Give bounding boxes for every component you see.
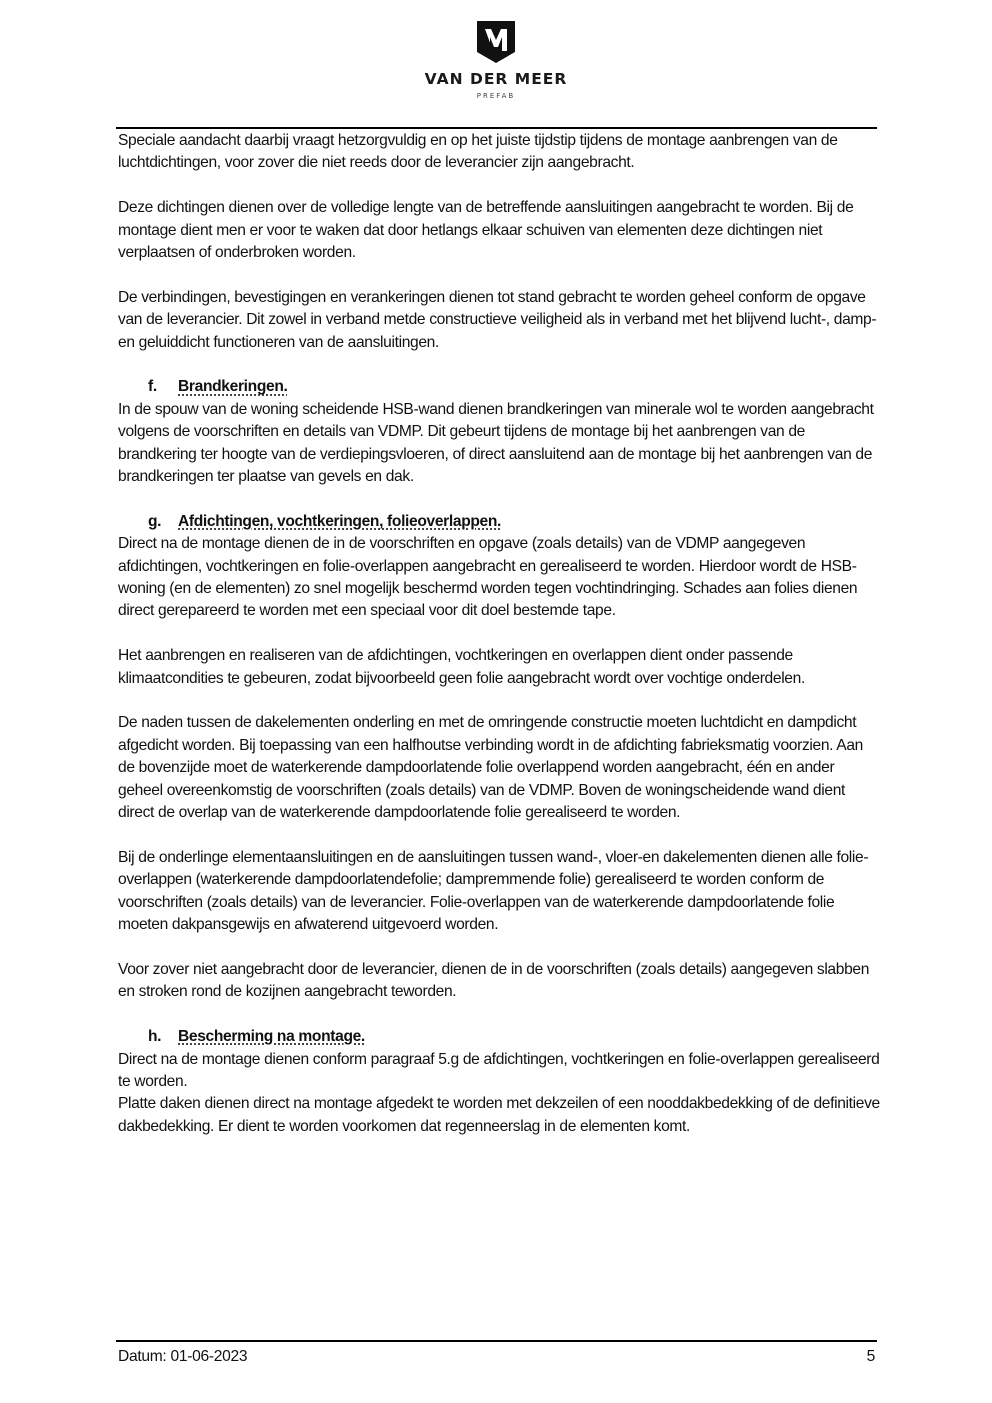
section-heading-g bbox=[118, 511, 880, 533]
shield-m-icon bbox=[476, 20, 516, 64]
section-letter: h. bbox=[148, 1028, 162, 1046]
paragraph: Direct na de montage dienen de in de voorschriften en opgave (zoals details) van de VDMP aangegeven afdichtingen, vochtkeringen en folie-overlappen aangebracht en gerealiseerd te worden. Hierdoor wordt de HSB-woning (en de elementen) zo snel mogelijk beschermd worden tegen vochtindringing. Schades aan folies dienen direct gerepareerd te worden met een speciaal voor dit doel bestemde tape. bbox=[118, 535, 858, 620]
section-title: Bescherming na montage. bbox=[178, 1028, 365, 1046]
paragraph: Platte daken dienen direct na montage afgedekt te worden met dekzeilen of een nooddakbedekking of de definitieve dakbedekking. Er dient te worden voorkomen dat regenneerslag in de elementen komt. bbox=[118, 1095, 880, 1135]
section-heading-h bbox=[118, 1026, 880, 1048]
section-letter: f. bbox=[148, 378, 157, 396]
header-rule bbox=[116, 127, 877, 129]
paragraph: De verbindingen, bevestigingen en verankeringen dienen tot stand gebracht te worden geheel conform de opgave van de leverancier. Dit zowel in verband metde constructieve veiligheid als in verband met het blijvend lucht-, damp- en geluiddicht functioneren van de aansluitingen. bbox=[118, 288, 877, 351]
paragraph: De naden tussen de dakelementen onderling en met de omringende constructie moeten luchtdicht en dampdicht afgedicht worden. Bij toepassing van een halfhoutse verbinding wordt in de afdichting fabrieksmatig voorzien. Aan de bovenzijde moet de waterkerende dampdoorlatende folie overlappend worden aangebracht, één en ander geheel overeenkomstig de voorschriften (zoals details) van de VDMP. Boven de woningscheidende wand dient direct de overlap van de waterkerende dampdoorlatende folie gerealiseerd te worden. bbox=[118, 714, 863, 822]
document-body bbox=[118, 130, 880, 1138]
logo-company-subtitle: PREFAB bbox=[476, 92, 516, 100]
paragraph: Bij de onderlinge elementaansluitingen en de aansluitingen tussen wand-, vloer-en dakelementen dienen alle folie-overlappen (waterkerende dampdoorlatendefolie; dampremmende folie) gerealiseerd te worden conform de voorschriften (zoals details) van de leverancier. Folie-overlappen van de waterkerende dampdoorlatende folie moeten dakpansgewijs en afwaterend uitgevoerd worden. bbox=[118, 848, 869, 934]
company-logo bbox=[0, 20, 992, 100]
paragraph: Direct na de montage dienen conform paragraaf 5.g de afdichtingen, vochtkeringen en folie-overlappen gerealiseerd te worden. bbox=[118, 1050, 880, 1090]
page-number: 5 bbox=[866, 1348, 875, 1365]
page-footer bbox=[118, 1346, 875, 1368]
section-title: Brandkeringen. bbox=[178, 378, 288, 396]
section-title: Afdichtingen, vochtkeringen, folieoverlappen. bbox=[178, 512, 502, 530]
footer-date: Datum: 01-06-2023 bbox=[118, 1348, 248, 1365]
paragraph: Deze dichtingen dienen over de volledige lengte van de betreffende aansluitingen aangebracht te worden. Bij de montage dient men er voor te waken dat door hetlangs elkaar schuiven van elementen deze dichtingen niet verplaatsen of onderbroken worden. bbox=[118, 199, 854, 262]
section-heading-f bbox=[118, 376, 880, 398]
footer-rule bbox=[116, 1340, 877, 1342]
paragraph: In de spouw van de woning scheidende HSB-wand dienen brandkeringen van minerale wol te worden aangebracht volgens de voorschriften en details van VDMP. Dit gebeurt tijdens de montage bij het aanbrengen van de brandkering ter hoogte van de verdiepingsvloeren, of direct aansluitend aan de montage bij het aanbrengen van de brandkeringen ter plaatse van gevels en dak. bbox=[118, 400, 874, 486]
section-letter: g. bbox=[148, 512, 162, 530]
paragraph: Speciale aandacht daarbij vraagt hetzorgvuldig en op het juiste tijdstip tijdens de montage aanbrengen van de luchtdichtingen, voor zover die niet reeds door de leverancier zijn aangebracht. bbox=[118, 132, 838, 172]
paragraph: Voor zover niet aangebracht door de leverancier, dienen de in de voorschriften (zoals details) aangegeven slabben en stroken rond de kozijnen aangebracht teworden. bbox=[118, 960, 870, 1001]
paragraph: Het aanbrengen en realiseren van de afdichtingen, vochtkeringen en overlappen dient onder passende klimaatcondities te gebeuren, zodat bijvoorbeeld geen folie aangebracht wordt over vochtige onderdelen. bbox=[118, 647, 805, 687]
logo-company-name: VAN DER MEER bbox=[424, 70, 568, 88]
